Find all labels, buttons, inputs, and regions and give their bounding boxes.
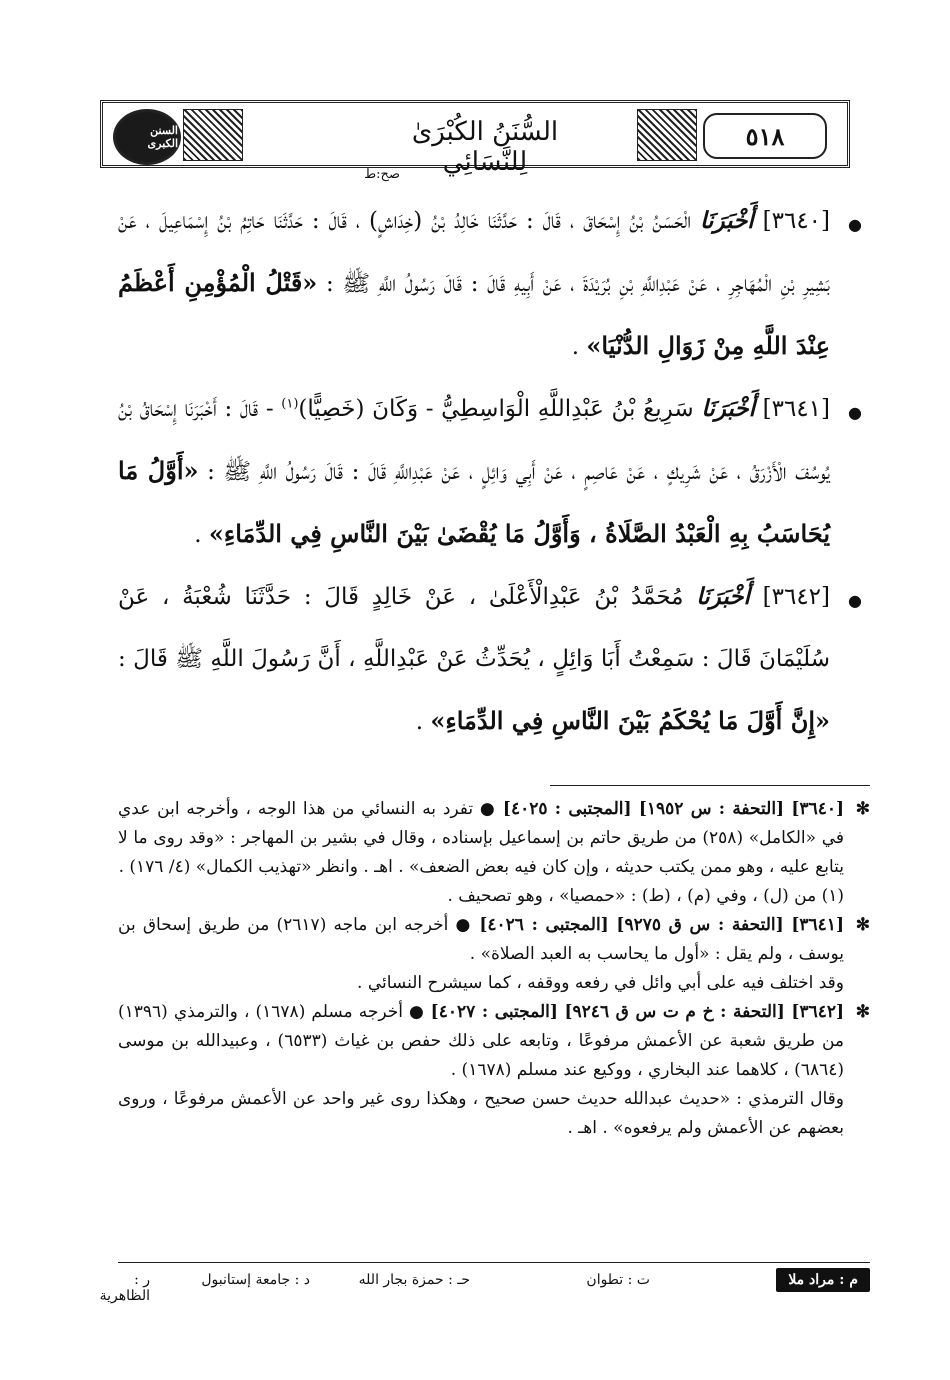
- manuscript-legend: [99, 1268, 870, 1304]
- isnad-text: - قَالَ : أَخْبَرَنَا إِسْحَاقُ بْنُ يُوسُفَ الْأَزْرَقُ ، عَنْ شَرِيكٍ ، عَنْ عَاصِمٍ ، عَنْ أَبِي وَائِلٍ ، عَنْ عَبْدِاللَّهِ قَالَ : قَالَ رَسُولُ اللَّهِ ﷺ :: [118, 396, 831, 485]
- footnotes: [118, 795, 870, 1143]
- end-mark: .: [571, 334, 587, 360]
- ornament-icon: [637, 109, 697, 161]
- footnote-ref: [٣٦٤١] [التحفة : س ق ٩٢٧٥] [المجتبى : ٤٠٢٦]: [479, 915, 844, 935]
- hadith-number: [٣٦٤٢]: [762, 584, 831, 610]
- page-number: ٥١٨: [703, 113, 827, 159]
- hadith-3641: [118, 378, 870, 566]
- footnote-3640: [118, 795, 870, 882]
- transmission-word: أَخْبَرَنَا: [696, 583, 750, 610]
- footnote-text: ● تفرد به النسائي من هذا الوجه ، وأخرجه ابن عدي في «الكامل» (٢٥٨) من طريق حاتم بن إسماعيل بإسناده ، وقال في بشير بن المهاجر : «وقد روى ما لا يتابع عليه ، وهو ممن يكتب حديثه ، وإن كان فيه بعض الضعف» . اهـ . وانظر «تهذيب الكمال» (٤/ ١٧٦) .: [118, 799, 844, 877]
- footnote-3641: [118, 911, 870, 969]
- isnad-text: الْحَسَنُ بْنُ إِسْحَاقَ ، قَالَ : حَدَّثَنَا خَالِدُ بْنُ (خِدَاشٍ) ، قَالَ : حَدَّثَنَا حَاتِمُ بْنُ إِسْمَاعِيلَ ، عَنْ بَشِيرِ بْنِ الْمُهَاجِرِ ، عَنْ عَبْدِاللَّهِ بْنِ بُرَيْدَةَ ، عَنْ أَبِيهِ قَالَ : قَالَ رَسُولُ اللَّهِ ﷺ :: [118, 208, 830, 297]
- transmission-word: أَخْبَرَنَا: [700, 207, 754, 234]
- bullet-icon: ●: [848, 215, 862, 234]
- isnad-text: سَرِيعُ بْنُ عَبْدِاللَّهِ الْوَاسِطِيُّ - وَكَانَ (خَصِيًّا): [298, 396, 694, 422]
- main-text: [118, 167, 870, 753]
- hadith-number: [٣٦٤٠]: [762, 208, 831, 234]
- footnote-divider: [550, 785, 870, 786]
- manuscript-t: ت : تطوان: [586, 1272, 650, 1288]
- hadith-number: [٣٦٤١]: [762, 396, 831, 422]
- manuscript-h: حـ : حمزة بجار الله: [358, 1272, 470, 1288]
- footnote-marker: (١): [281, 396, 299, 412]
- hadith-3640: [118, 167, 870, 378]
- footnote-ref: [٣٦٤٠] [التحفة : س ١٩٥٢] [المجتبى : ٤٠٢٥]: [502, 799, 845, 819]
- asterisk-icon: ✻: [855, 799, 870, 819]
- end-mark: .: [194, 522, 209, 548]
- manuscript-r: ر : الظاهرية: [99, 1272, 150, 1304]
- matn-text: «إِنَّ أَوَّلَ مَا يُحْكَمُ بَيْنَ النَّاسِ فِي الدِّمَاءِ»: [430, 706, 830, 735]
- matn-text: «قَتْلُ الْمُؤْمِنِ أَعْظَمُ عِنْدَ اللَّهِ مِنْ زَوَالِ الدُّنْيَا»: [118, 268, 830, 360]
- manuscript-m: م : مراد ملا: [776, 1268, 870, 1292]
- variant-note: (١) من (ل) ، وفي (م) ، (ط) : «حمصيا» ، وهو تصحيف .: [447, 886, 844, 906]
- manuscript-d: د : جامعة إستانبول: [201, 1272, 310, 1288]
- book-seal: السنن الكبرى: [113, 109, 181, 165]
- ornament-icon: [183, 109, 243, 161]
- footnote-3642: [118, 998, 870, 1085]
- hadith-3642: [118, 566, 870, 753]
- running-title: السُّنَنُ الكُبْرَىٰ لِلنَّسَائِي: [411, 117, 559, 177]
- matn-text: «أَوَّلُ مَا يُحَاسَبُ بِهِ الْعَبْدُ الصَّلَاةُ ، وَأَوَّلُ مَا يُقْضَىٰ بَيْنَ النَّاسِ فِي الدِّمَاءِ»: [118, 456, 830, 548]
- marginal-note: صح:ط: [364, 167, 400, 182]
- isnad-text: مُحَمَّدُ بْنُ عَبْدِالْأَعْلَىٰ ، عَنْ خَالِدٍ قَالَ : حَدَّثَنَا شُعْبَةُ ، عَنْ سُلَيْمَانَ قَالَ : سَمِعْتُ أَبَا وَائِلٍ ، يُحَدِّثُ عَنْ عَبْدِاللَّهِ ، أَنَّ رَسُولَ اللَّهِ ﷺ قَالَ :: [118, 584, 830, 672]
- footnote-ref: [٣٦٤٢] [التحفة : خ م ت س ق ٩٢٤٦] [المجتبى : ٤٠٢٧]: [430, 1002, 845, 1022]
- bullet-icon: ●: [848, 591, 862, 610]
- footnote-text: وقد اختلف فيه على أبي وائل في رفعه ووقفه ، كما سيشرح النسائي .: [357, 973, 844, 993]
- asterisk-icon: ✻: [855, 915, 870, 935]
- transmission-word: أَخْبَرَنَا: [701, 395, 755, 422]
- end-mark: .: [415, 709, 431, 735]
- asterisk-icon: ✻: [855, 1002, 870, 1022]
- footnote-text: ● أخرجه مسلم (١٦٧٨) ، والترمذي (١٣٩٦) من طريق شعبة عن الأعمش مرفوعًا ، وتابعه على ذلك حفص بن غياث (٦٥٣٣) ، وعبيدالله بن موسى (٦٨٦٤) ، كلاهما عند البخاري ، ووكيع عند مسلم (١٦٧٨) .: [118, 1002, 845, 1080]
- bullet-icon: ●: [848, 403, 862, 422]
- bottom-divider: [118, 1262, 870, 1263]
- footnote-text: ● أخرجه ابن ماجه (٢٦١٧) من طريق إسحاق بن يوسف ، ولم يقل : «أول ما يحاسب به العبد الصلاة» .: [118, 915, 844, 964]
- footnote-text: وقال الترمذي : «حديث عبدالله حديث حسن صحيح ، وهكذا روى غير واحد عن الأعمش مرفوعًا ، وروى بعضهم عن الأعمش ولم يرفعوه» . اهـ .: [118, 1089, 844, 1138]
